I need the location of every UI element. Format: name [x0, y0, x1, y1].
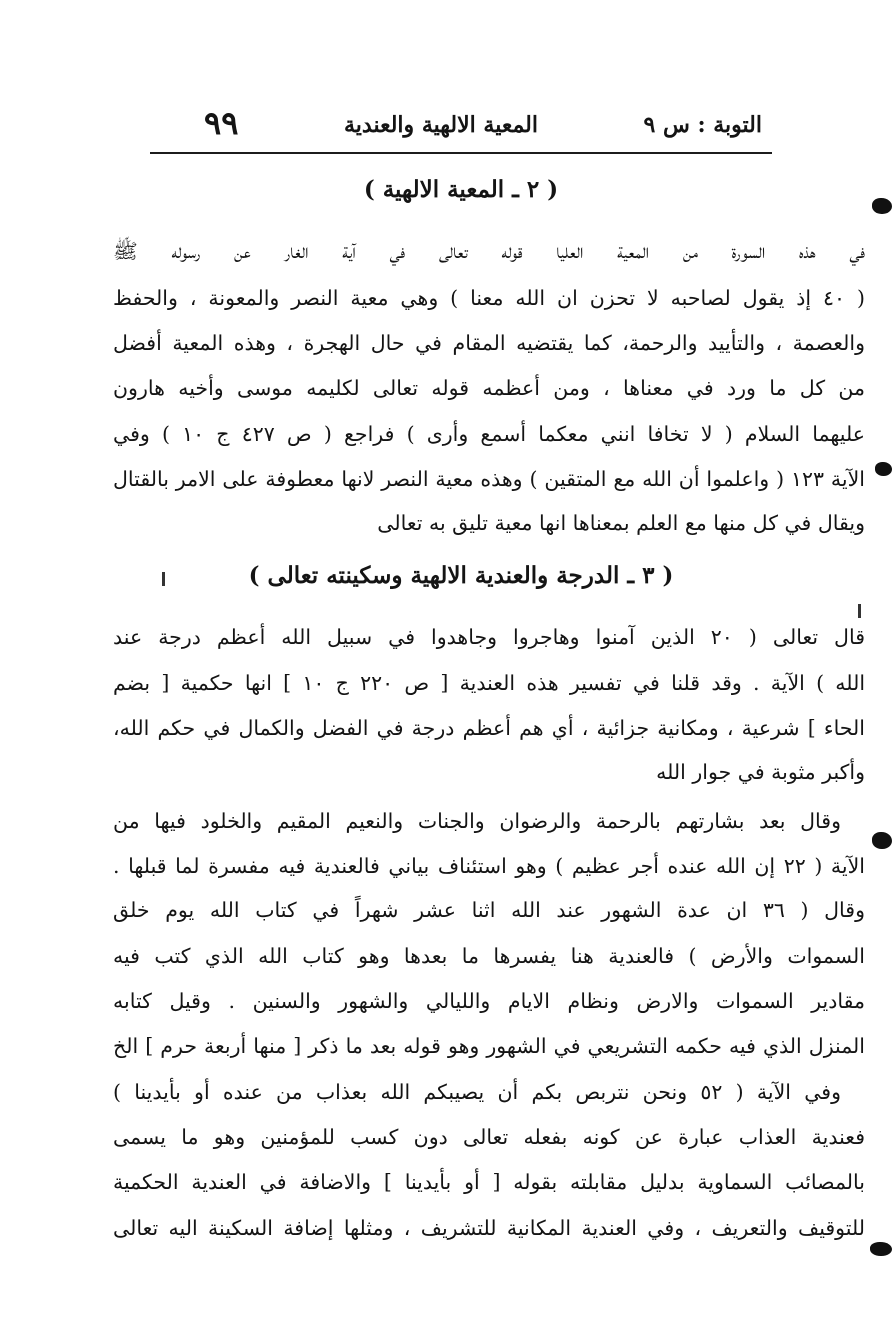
paragraph-line: السموات والأرض ) فالعندية هنا يفسرها ما بعدها وهو كتاب الله الذي كتب فيه [113, 944, 865, 968]
paragraph-line: الحاء ] شرعية ، ومكانية جزائية ، أي هم أعظم درجة في الفضل والكمال في حكم الله، [113, 716, 865, 740]
margin-tick-mark [858, 604, 861, 618]
paragraph-line: وأكبر مثوبة في جوار الله [656, 760, 865, 784]
paragraph-line: عليهما السلام ( لا تخافا انني معكما أسمع وأرى ) فراجع ( ص ٤٢٧ ج ١٠ ) وفي [113, 422, 865, 446]
paragraph-line: في هذه السورة من المعية العليا قوله تعالى في آية الغار عن رسوله ﷺ [113, 239, 865, 263]
paragraph-line: ( ٤٠ إذ يقول لصاحبه لا تحزن ان الله معنا ) وهي معية النصر والمعونة ، والحفظ [113, 286, 865, 310]
paragraph-line: للتوقيف والتعريف ، وفي العندية المكانية للتشريف ، ومثلها إضافة السكينة اليه تعالى [113, 1216, 865, 1240]
paragraph-line: وفي الآية ( ٥٢ ونحن نتربص بكم أن يصيبكم الله بعذاب من عنده أو بأيدينا ) [113, 1080, 842, 1104]
margin-tick-mark [162, 572, 165, 586]
section-heading-degree-and-presence: ( ٣ ـ الدرجة والعندية الالهية وسكينته تعالى ) [248, 562, 674, 589]
paragraph-line: وقال بعد بشارتهم بالرحمة والرضوان والجنات والنعيم المقيم والخلود فيها من [113, 809, 841, 833]
paragraph-line: وقال ( ٣٦ ان عدة الشهور عند الله اثنا عشر شهراً في كتاب الله يوم خلق [113, 898, 865, 922]
header-running-title: المعية الالهية والعندية [344, 112, 538, 138]
paragraph-line: قال تعالى ( ٢٠ الذين آمنوا وهاجروا وجاهدوا في سبيل الله أعظم درجة عند [113, 625, 865, 649]
header-sura-reference: التوبة : س ٩ [643, 112, 762, 138]
margin-ink-mark [875, 462, 892, 476]
margin-ink-mark [872, 832, 892, 849]
paragraph-line: من كل ما ورد في معناها ، ومن أعظمه قوله تعالى لكليمه موسى وأخيه هارون [113, 376, 865, 400]
page-header [150, 100, 770, 150]
page-number: ٩٩ [204, 104, 239, 142]
paragraph-line: بالمصائب السماوية بدليل مقابلته بقوله [ أو بأيدينا ] والاضافة في العندية الحكمية [113, 1170, 865, 1194]
paragraph-line: ويقال في كل منها مع العلم بمعناها انها معية تليق به تعالى [377, 511, 865, 535]
margin-ink-mark [872, 198, 892, 214]
paragraph-line: الله ) الآية . وقد قلنا في تفسير هذه العندية [ ص ٢٢٠ ج ١٠ ] انها حكمية [ بضم [113, 671, 866, 695]
paragraph-line: فعندية العذاب عبارة عن كونه بفعله تعالى دون كسب للمؤمنين وهو ما يسمى [113, 1125, 865, 1149]
paragraph-line: والعصمة ، والتأييد والرحمة، كما يقتضيه المقام في حال الهجرة ، وهذه المعية أفضل [113, 331, 865, 355]
paragraph-line: المنزل الذي فيه حكمه التشريعي في الشهور وهو قوله بعد ما ذكر [ منها أربعة حرم ] الخ [113, 1034, 865, 1058]
margin-ink-mark [870, 1242, 892, 1256]
header-divider [150, 152, 772, 154]
paragraph-line: الآية ١٢٣ ( واعلموا أن الله مع المتقين ) وهذه معية النصر لانها معطوفة على الامر بالقتال [113, 467, 865, 491]
section-heading-divine-company: ( ٢ ـ المعية الالهية ) [363, 176, 559, 203]
paragraph-line: الآية ( ٢٢ إن الله عنده أجر عظيم ) وهو استئناف بياني فالعندية فيه مفسرة لما قبلها . [113, 854, 865, 878]
paragraph-line: مقادير السموات والارض ونظام الايام والليالي والشهور والسنين . وقيل كتابه [113, 989, 865, 1013]
